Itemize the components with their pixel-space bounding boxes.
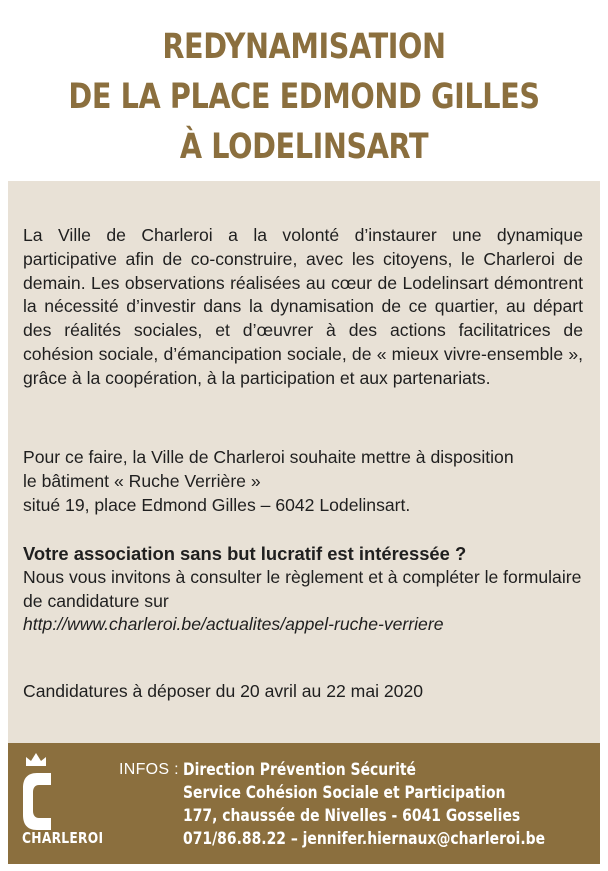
contact-line-service: Service Cohésion Sociale et Participation xyxy=(183,783,506,802)
infos-label: INFOS : xyxy=(119,761,179,778)
building-paragraph xyxy=(23,446,583,517)
building-line-1: Pour ce faire, la Ville de Charleroi souhaite mettre à disposition xyxy=(23,447,514,467)
intro-paragraph: La Ville de Charleroi a la volonté d’instaurer une dynamique participative afin de co-construire, avec les citoyens, le Charleroi de demain. Les observations réalisées au cœur de Lodelinsart démontrent la nécessité d’investir dans la dynamisation de ce quartier, au départ des réalités sociales, et d’œuvrer à des actions facilitatrices de cohésion sociale, d’émancipation sociale, de « mieux vivre-ensemble », grâce à la coopération, à la participation et aux partenariats. xyxy=(23,225,583,388)
building-line-3: situé 19, place Edmond Gilles – 6042 Lodelinsart. xyxy=(23,494,411,515)
contact-line-phone-email[interactable]: 071/86.88.22 – jennifer.hiernaux@charleroi.be xyxy=(183,829,546,848)
title-line-2: DE LA PLACE EDMOND GILLES xyxy=(68,77,540,117)
contact-info xyxy=(183,758,545,850)
contact-line-direction: Direction Prévention Sécurité xyxy=(183,760,416,779)
application-link[interactable]: http://www.charleroi.be/actualites/appel-ruche-verriere xyxy=(23,614,444,635)
deadline-text: Candidatures à déposer du 20 avril au 22 mai 2020 xyxy=(23,681,424,701)
logo-wordmark: CHARLEROI xyxy=(22,829,104,847)
title-line-3: À LODELINSART xyxy=(179,127,429,167)
building-line-2: le bâtiment « Ruche Verrière » xyxy=(23,470,261,491)
title-line-1: REDYNAMISATION xyxy=(162,27,446,67)
page-title xyxy=(55,22,554,172)
question-heading: Votre association sans but lucratif est intéressée ? xyxy=(23,543,467,564)
contact-line-address: 177, chaussée de Nivelles - 6041 Gosselies xyxy=(183,806,521,825)
call-paragraph xyxy=(23,542,583,637)
invitation-text: Nous vous invitons à consulter le règlement et à compléter le formulaire de candidature sur xyxy=(23,566,582,611)
